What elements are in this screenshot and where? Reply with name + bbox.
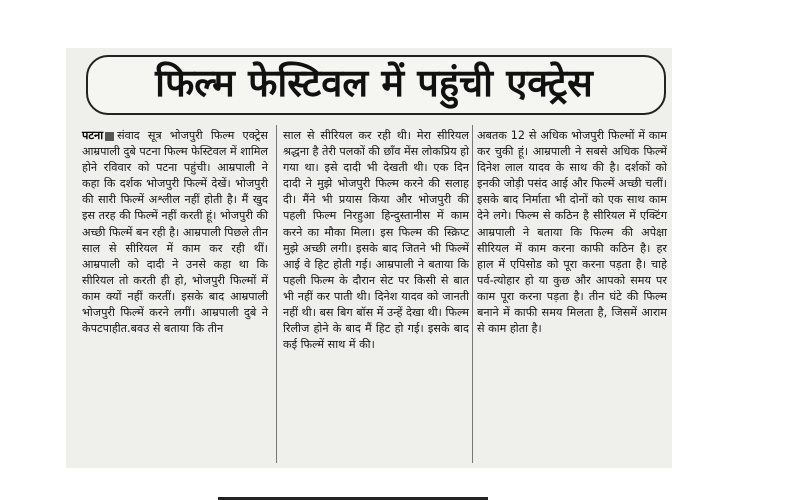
column-1-text: भोजपुरी फिल्म एक्ट्रेस आम्रपाली दुबे पटना फिल्म फेस्टिवल में शामिल होने रविवार को पटना पहुंची। आम्रपाली ने कहा कि दर्शक भोजपुरी फिल्में देखें। भोजपुरी की सारी फिल्में अश्लील नहीं होती है। मैं खुद इस तरह की फिल्में नहीं करती हूं। भोजपुरी की अच्छी फिल्में बन रही है। आम्रपाली पिछले तीन साल से सीरियल में काम कर रही थीं। आम्रपाली को दादी ने उनसे कहा था कि सीरियल तो करती ही हो, भोजपुरी फिल्मों में काम क्यों नहीं करतीं। इसके बाद आम्रपाली भोजपुरी फिल्में करने लगीं। आम्रपाली दुबे ने केपटपाहीत.बवउ से बताया कि तीन — [82, 129, 268, 336]
column-3-text: अबतक 12 से अधिक भोजपुरी फिल्मों में काम कर चुकी हूं। आम्रपाली ने सबसे अधिक फिल्में दिनेश लाल यादव के साथ की है। दर्शकों को इनकी जोड़ी पसंद आई और फिल्में अच्छी चलीं। इसके बाद निर्माता भी दोनों को एक साथ काम देने लगे। फिल्म से कठिन है सीरियल में एक्टिंग आम्रपाली ने बताया कि फिल्म की अपेक्षा सीरियल में काम करना काफी कठिन है। हर हाल में एपिसोड को पूरा करना पड़ता है। चाहे पर्व-त्योहार हो या कुछ और आपको समय पर काम पूरा करना पड़ता है। तीन घंटे की फिल्म बनाने में काफी समय मिलता है, जिसमें आराम से काम होता है। — [477, 129, 667, 336]
headline: फिल्म फेस्टिवल में पहुंची एक्ट्रेस — [155, 61, 593, 105]
column-2-text: साल से सीरियल कर रही थी। मेरा सीरियल श्रद्धना है तेरी पलकों की छाँव मेंस लोकप्रिय हो गया था। इसे दादी भी देखती थी। एक दिन दादी ने मुझे भोजपुरी फिल्म करने की सलाह दी। मैंने भी प्रयास किया और भोजपुरी की पहली फिल्म निरहुआ हिन्दुस्तानीस में काम करने का मौका मिला। इस फिल्म की स्क्रिप्ट मुझे अच्छी लगी। इसके बाद जितने भी फिल्में आई वे हिट होती गई। आम्रपाली ने बताया कि पहली फिल्म के दौरान सेट पर किसी से बात भी नहीं कर पाती थी। दिनेश यादव को जानती नहीं थी। बस बिग बॉस में उन्हें देखा थी। फिल्म रिलीज होने के बाद मैं हिट हो गई। इसके बाद कई फिल्में साथ में की। — [283, 129, 470, 352]
article-column-1 — [82, 128, 268, 337]
article-column-2 — [283, 128, 469, 353]
column-divider — [276, 125, 277, 463]
dateline-square-icon — [105, 132, 114, 141]
dateline-place: पटना — [82, 129, 104, 142]
article-column-3 — [477, 128, 667, 337]
column-divider — [472, 125, 473, 463]
dateline-source: संवाद सूत्र — [117, 129, 162, 142]
